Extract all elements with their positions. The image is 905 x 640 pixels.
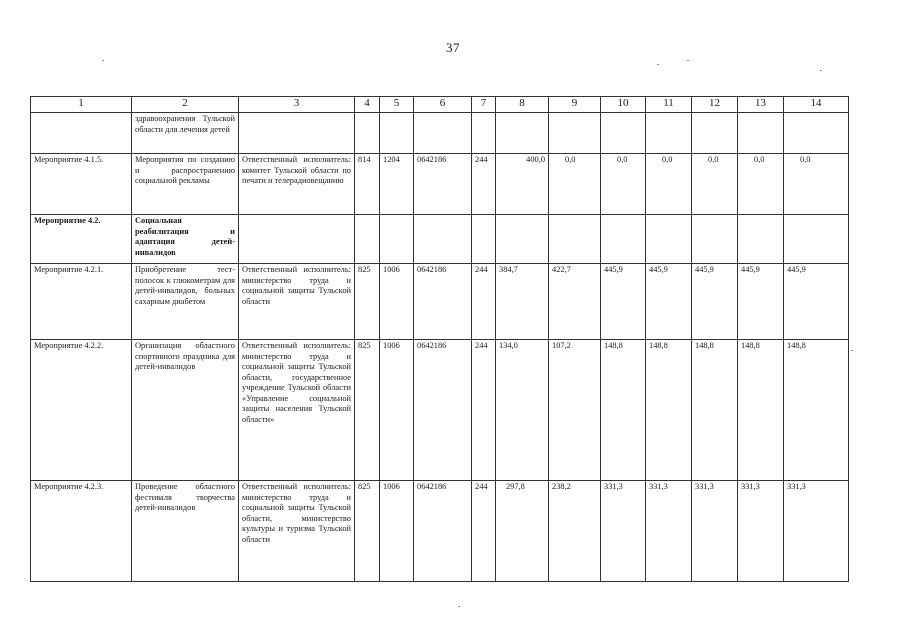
amount-cell: 422,7 xyxy=(549,264,601,340)
column-header: 1 xyxy=(31,97,132,113)
ministry-code xyxy=(355,113,380,154)
responsible-executor: Ответственный исполнитель: министерство труда и социальной защиты Тульской области xyxy=(239,264,355,340)
column-header: 8 xyxy=(496,97,549,113)
amount-cell: 0,0 xyxy=(549,154,601,215)
amount-cell: 0,0 xyxy=(601,154,646,215)
column-header: 12 xyxy=(692,97,738,113)
amount-cell xyxy=(692,113,738,154)
table-row xyxy=(31,154,849,215)
activity-name: Организация областного спортивного праздника для детей-инвалидов xyxy=(132,340,239,481)
amount-cell: 0,0 xyxy=(784,154,849,215)
column-header: 2 xyxy=(132,97,239,113)
table-row xyxy=(31,215,849,264)
amount-cell xyxy=(549,215,601,264)
column-header: 13 xyxy=(738,97,784,113)
amount-cell xyxy=(784,215,849,264)
amount-cell xyxy=(784,113,849,154)
target-article xyxy=(414,113,472,154)
ministry-code: 825 xyxy=(355,481,380,582)
column-header: 14 xyxy=(784,97,849,113)
table-row xyxy=(31,264,849,340)
column-header: 4 xyxy=(355,97,380,113)
activity-code: Мероприятие 4.2.3. xyxy=(31,481,132,582)
section-code xyxy=(380,215,414,264)
scan-speck xyxy=(851,350,853,351)
activity-code: Мероприятие 4.1.5. xyxy=(31,154,132,215)
target-article: 0642186 xyxy=(414,481,472,582)
amount-cell xyxy=(646,215,692,264)
amount-cell: 331,3 xyxy=(692,481,738,582)
amount-cell: 445,9 xyxy=(738,264,784,340)
section-code: 1204 xyxy=(380,154,414,215)
scan-speck xyxy=(657,64,659,65)
ministry-code: 814 xyxy=(355,154,380,215)
budget-table xyxy=(30,96,849,582)
amount-cell xyxy=(601,113,646,154)
column-header: 9 xyxy=(549,97,601,113)
activity-code: Мероприятие 4.2. xyxy=(31,215,132,264)
amount-cell: 445,9 xyxy=(601,264,646,340)
ministry-code xyxy=(355,215,380,264)
target-article: 0642186 xyxy=(414,340,472,481)
expense-type: 244 xyxy=(472,481,496,582)
amount-cell: 400,0 xyxy=(496,154,549,215)
amount-cell: 331,3 xyxy=(784,481,849,582)
table-row xyxy=(31,340,849,481)
activity-name: Приобретение тест-полосок к глюкометрам для детей-инвалидов, больных сахарным диабетом xyxy=(132,264,239,340)
section-code: 1006 xyxy=(380,481,414,582)
amount-cell: 238,2 xyxy=(549,481,601,582)
page-number: 37 xyxy=(446,40,460,55)
activity-code xyxy=(31,113,132,154)
scan-speck xyxy=(102,60,104,61)
amount-cell xyxy=(692,215,738,264)
amount-cell: 445,9 xyxy=(692,264,738,340)
column-header: 3 xyxy=(239,97,355,113)
amount-cell: 0,0 xyxy=(692,154,738,215)
amount-cell xyxy=(646,113,692,154)
amount-cell xyxy=(549,113,601,154)
amount-cell xyxy=(496,113,549,154)
responsible-executor xyxy=(239,215,355,264)
activity-name: Проведение областного фестиваля творчества детей-инвалидов xyxy=(132,481,239,582)
column-header: 10 xyxy=(601,97,646,113)
expense-type xyxy=(472,215,496,264)
expense-type xyxy=(472,113,496,154)
column-header: 7 xyxy=(472,97,496,113)
amount-cell: 148,8 xyxy=(784,340,849,481)
header-row xyxy=(31,97,849,113)
amount-cell: 148,8 xyxy=(646,340,692,481)
amount-cell: 0,0 xyxy=(646,154,692,215)
section-code: 1006 xyxy=(380,340,414,481)
table-row xyxy=(31,481,849,582)
column-header: 11 xyxy=(646,97,692,113)
scan-speck xyxy=(687,60,689,61)
target-article: 0642186 xyxy=(414,154,472,215)
amount-cell: 331,3 xyxy=(646,481,692,582)
ministry-code: 825 xyxy=(355,340,380,481)
amount-cell: 148,8 xyxy=(692,340,738,481)
amount-cell: 384,7 xyxy=(496,264,549,340)
amount-cell: 445,9 xyxy=(784,264,849,340)
amount-cell: 0,0 xyxy=(738,154,784,215)
amount-cell: 297,8 xyxy=(496,481,549,582)
amount-cell: 331,3 xyxy=(601,481,646,582)
expense-type: 244 xyxy=(472,264,496,340)
target-article xyxy=(414,215,472,264)
amount-cell: 148,8 xyxy=(738,340,784,481)
scan-speck xyxy=(820,70,822,71)
amount-cell: 445,9 xyxy=(646,264,692,340)
ministry-code: 825 xyxy=(355,264,380,340)
activity-name: Мероприятия по созданию и распространению социальной рекламы xyxy=(132,154,239,215)
amount-cell xyxy=(738,113,784,154)
amount-cell: 134,0 xyxy=(496,340,549,481)
column-header: 6 xyxy=(414,97,472,113)
activity-code: Мероприятие 4.2.1. xyxy=(31,264,132,340)
table-row xyxy=(31,113,849,154)
expense-type: 244 xyxy=(472,340,496,481)
responsible-executor xyxy=(239,113,355,154)
activity-name: Социальная реабилитация и адаптация детей-инвалидов xyxy=(132,215,239,264)
scan-speck xyxy=(458,606,460,607)
column-header: 5 xyxy=(380,97,414,113)
section-code: 1006 xyxy=(380,264,414,340)
section-code xyxy=(380,113,414,154)
activity-name: здравоохранения Тульской области для лечения детей xyxy=(132,113,239,154)
responsible-executor: Ответственный исполнитель: министерство труда и социальной защиты Тульской области, государственное учреждение Тульской области «Управление социальной защиты населения Тульской области» xyxy=(239,340,355,481)
amount-cell xyxy=(738,215,784,264)
activity-code: Мероприятие 4.2.2. xyxy=(31,340,132,481)
expense-type: 244 xyxy=(472,154,496,215)
amount-cell xyxy=(601,215,646,264)
amount-cell: 331,3 xyxy=(738,481,784,582)
amount-cell xyxy=(496,215,549,264)
responsible-executor: Ответственный исполнитель: комитет Тульской области по печати и телерадиовещанию xyxy=(239,154,355,215)
amount-cell: 148,8 xyxy=(601,340,646,481)
target-article: 0642186 xyxy=(414,264,472,340)
responsible-executor: Ответственный исполнитель: министерство труда и социальной защиты Тульской области, министерство культуры и туризма Тульской области xyxy=(239,481,355,582)
amount-cell: 107,2 xyxy=(549,340,601,481)
